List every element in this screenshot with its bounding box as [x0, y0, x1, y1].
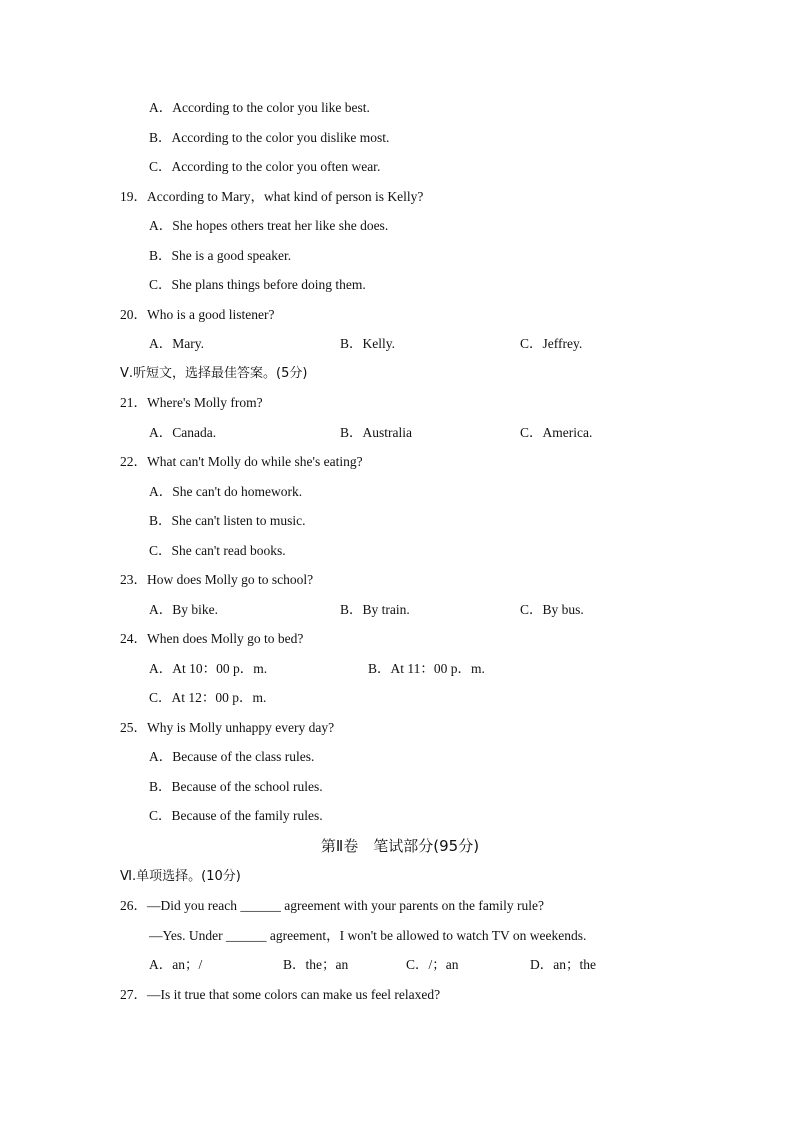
section-6-heading: Ⅵ.单项选择。(10分) — [120, 869, 241, 884]
section-5-heading: Ⅴ.听短文，选择最佳答案。(5分) — [120, 366, 308, 381]
q25-stem: 25．Why is Molly unhappy every day? — [120, 720, 335, 735]
q21-option-b: B．Australia — [340, 425, 412, 440]
q21-option-a: A．Canada. — [149, 425, 217, 440]
q26-line-2: —Yes. Under ______ agreement，I won't be allowed to watch TV on weekends. — [149, 928, 587, 943]
q21-option-c: C．America. — [520, 425, 593, 440]
q23-stem: 23．How does Molly go to school? — [120, 572, 314, 587]
part-2-heading: 第Ⅱ卷 笔试部分(95分) — [320, 837, 480, 855]
q27-stem: 27．—Is it true that some colors can make us feel relaxed? — [120, 987, 441, 1002]
q26-option-b: B．the；an — [283, 957, 349, 972]
q24-stem: 24．When does Molly go to bed? — [120, 631, 304, 646]
q18-option-b: B．According to the color you dislike most. — [149, 130, 390, 145]
q26-option-a: A．an；/ — [149, 957, 203, 972]
q21-stem: 21．Where's Molly from? — [120, 395, 263, 410]
q22-option-b: B．She can't listen to music. — [149, 513, 306, 528]
q19-option-c: C．She plans things before doing them. — [149, 277, 366, 292]
q25-option-c: C．Because of the family rules. — [149, 808, 323, 823]
q23-option-a: A．By bike. — [149, 602, 218, 617]
q20-stem: 20．Who is a good listener? — [120, 307, 275, 322]
q25-option-a: A．Because of the class rules. — [149, 749, 315, 764]
q26-stem: 26．—Did you reach ______ agreement with your parents on the family rule? — [120, 898, 545, 913]
q20-option-a: A．Mary. — [149, 336, 204, 351]
q24-option-c: C．At 12：00 p．m. — [149, 690, 267, 705]
q22-option-a: A．She can't do homework. — [149, 484, 303, 499]
q22-option-c: C．She can't read books. — [149, 543, 286, 558]
q24-option-a: A．At 10：00 p．m. — [149, 661, 268, 676]
q20-option-b: B．Kelly. — [340, 336, 395, 351]
q22-stem: 22．What can't Molly do while she's eating? — [120, 454, 363, 469]
q18-option-a: A．According to the color you like best. — [149, 100, 370, 115]
q20-option-c: C．Jeffrey. — [520, 336, 583, 351]
q23-option-b: B．By train. — [340, 602, 410, 617]
q19-option-a: A．She hopes others treat her like she does. — [149, 218, 389, 233]
q25-option-b: B．Because of the school rules. — [149, 779, 323, 794]
q26-option-c: C．/；an — [406, 957, 459, 972]
q19-option-b: B．She is a good speaker. — [149, 248, 292, 263]
q19-stem: 19．According to Mary，what kind of person is Kelly? — [120, 189, 424, 204]
q26-option-d: D．an；the — [530, 957, 596, 972]
q23-option-c: C．By bus. — [520, 602, 584, 617]
q24-option-b: B．At 11：00 p．m. — [368, 661, 485, 676]
q18-option-c: C．According to the color you often wear. — [149, 159, 381, 174]
